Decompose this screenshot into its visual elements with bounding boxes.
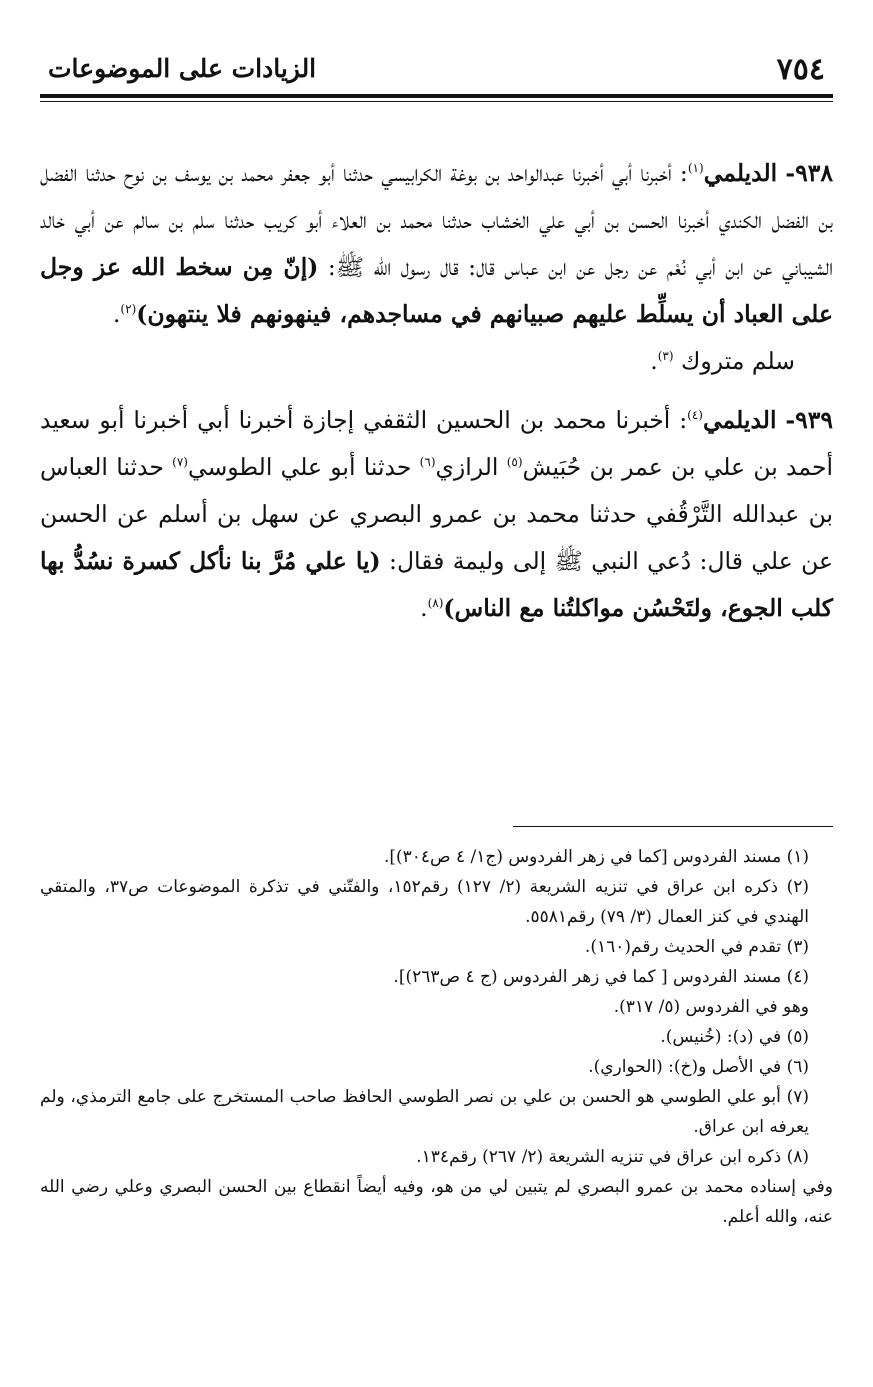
isnad-chain: الرازي: [435, 453, 507, 481]
note-text: سلم متروك: [681, 347, 795, 375]
trail-punct: .: [420, 594, 428, 622]
footnote-ref: (١): [687, 161, 704, 176]
running-title: الزيادات على الموضوعات: [48, 54, 317, 83]
footnote: وفي إسناده محمد بن عمرو البصري لم يتبين لي من هو، وفيه أيضاً انقطاع بين الحسن البصري وعلي رضي الله عنه، والله أعلم.: [40, 1177, 833, 1227]
footnote: (١) مسند الفردوس [كما في زهر الفردوس (ج١/ ٤ ص٣٠٤)].: [383, 847, 809, 867]
footnote: (٣) تقدم في الحديث رقم(١٦٠).: [584, 937, 809, 957]
footnote-ref: (٥): [506, 455, 523, 470]
isnad-chain: : أخبرنا أبي أخبرنا عبدالواحد بن بوغة الكرابيسي حدثنا أبو جعفر محمد بن يوسف بن نوح حدثنا الفضل بن الفضل الكندي أخبرنا الحسن بن أبي علي الخشاب حدثنا محمد بن العلاء أبو كريب حدثنا سلم بن سالم عن أبي خالد الشيباني عن ابن أبي نُعْم عن رجل عن ابن عباس قال: قال رسول الله ﷺ:: [40, 159, 833, 281]
footnote: (٥) في (د): (خُنيس).: [660, 1027, 809, 1047]
footnote-separator: [513, 826, 833, 827]
footnote: (٨) ذكره ابن عراق في تنزيه الشريعة (٢/ ٢٦٧) رقم١٣٤.: [416, 1147, 809, 1167]
entry-source: الديلمي: [702, 406, 777, 434]
header-rule-thin: [40, 101, 833, 102]
trail-punct: .: [112, 300, 121, 328]
entry-number: ٩٣٩-: [785, 406, 833, 434]
footnote-ref: (٧): [172, 455, 188, 470]
hadith-text: (إنّ مِن سخط الله عز وجل على العباد أن يسلِّط عليهم صبيانهم في مساجدهم، فينهونهم فلا ينتهون): [40, 253, 833, 328]
entry-source: الديلمي: [703, 159, 778, 187]
hadith-entry-938: [40, 150, 833, 385]
footnote-ref: (٣): [657, 349, 674, 364]
footnote-ref: (٦): [419, 455, 436, 470]
hadith-text: (يا علي مُرَّ بنا نأكل كسرة نسُدُّ بها كلب الجوع، ولتَحْسُن مواكلتُنا مع الناس): [40, 547, 833, 622]
isnad-chain: : أخبرنا محمد بن الحسين الثقفي إجازة أخبرنا أبي أخبرنا أبو سعيد أحمد بن علي بن عمر بن حُبَيش: [40, 406, 834, 481]
isnad-chain: حدثنا العباس بن عبدالله التَّرْقُفي حدثنا محمد بن عمرو البصري عن سهل بن أسلم عن الحسن عن علي قال: دُعي النبي ﷺ إلى وليمة فقال:: [40, 453, 833, 575]
main-text: [40, 150, 833, 632]
page-header: [40, 38, 833, 96]
trail-punct: .: [650, 347, 658, 375]
page-number: ٧٥٤: [776, 52, 825, 87]
entry-number: ٩٣٨-: [785, 159, 833, 187]
footnote-ref: (٤): [687, 408, 703, 423]
footnote: (٧) أبو علي الطوسي هو الحسن بن علي بن نصر الطوسي الحافظ صاحب المستخرج على جامع الترمذي، ولم يعرفه ابن عراق.: [40, 1087, 809, 1137]
isnad-chain: حدثنا أبو علي الطوسي: [187, 453, 420, 481]
header-rule-thick: [40, 94, 833, 98]
footnote: (٤) مسند الفردوس [ كما في زهر الفردوس (ج ٤ ص٢٦٣)].: [393, 967, 809, 987]
entry-note: [40, 338, 833, 385]
footnote-ref: (٨): [427, 596, 444, 611]
footnote: وهو في الفردوس (٥/ ٣١٧).: [613, 997, 809, 1017]
hadith-entry-939: [40, 397, 833, 632]
footnotes: [40, 842, 833, 1232]
footnote-ref: (٢): [120, 302, 137, 317]
footnote: (٦) في الأصل و(خ): (الحواري).: [588, 1057, 809, 1077]
footnote: (٢) ذكره ابن عراق في تنزيه الشريعة (٢/ ١٢٧) رقم١٥٢، والفتّني في تذكرة الموضوعات ص٣٧، والمتقي الهندي في كنز العمال (٣/ ٧٩) رقم٥٥٨١.: [40, 877, 809, 927]
